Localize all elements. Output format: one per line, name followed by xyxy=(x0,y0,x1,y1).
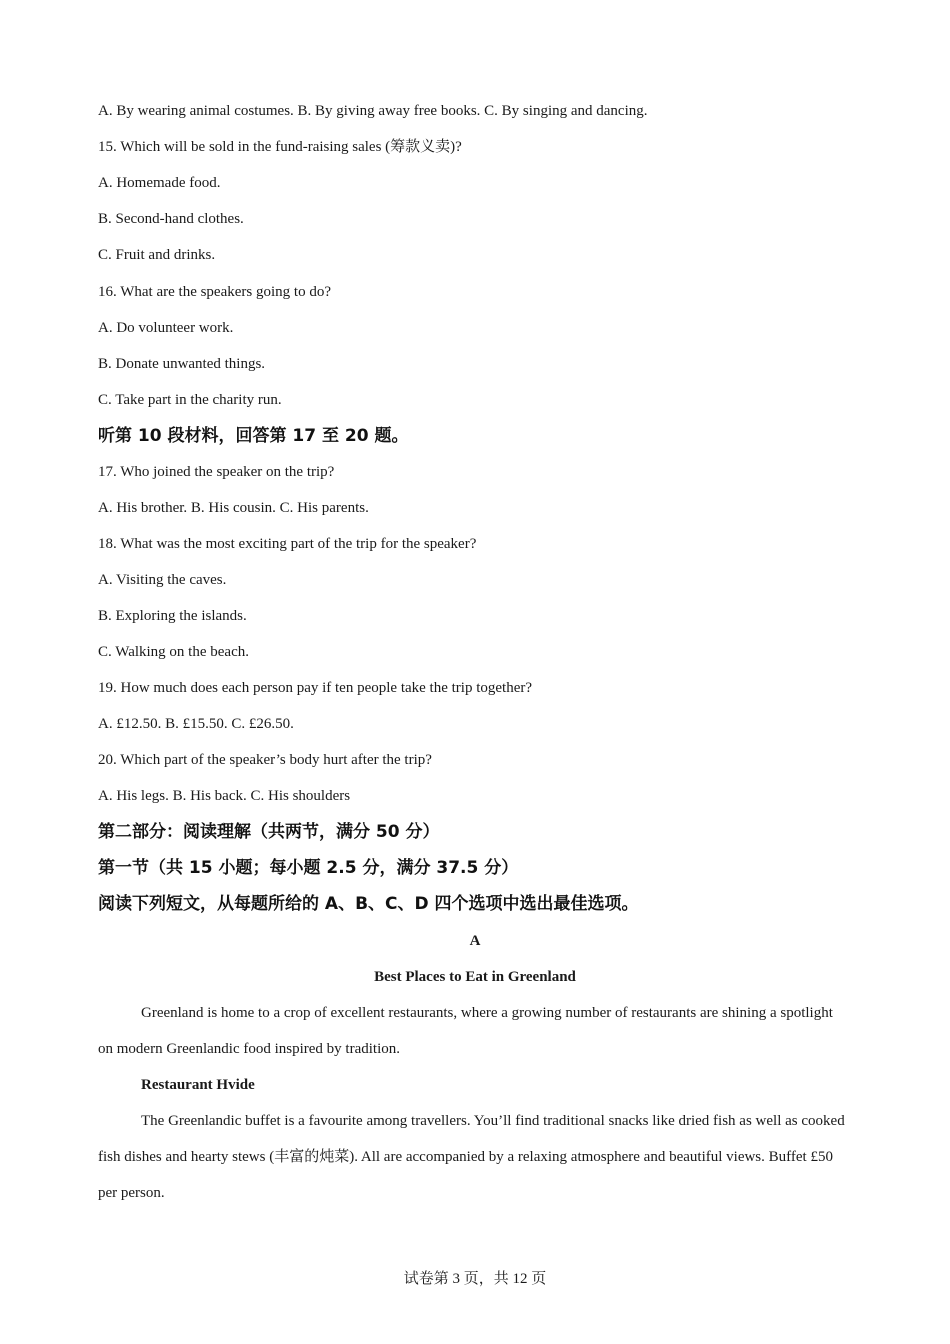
options-17: A. His brother. B. His cousin. C. His parents. xyxy=(98,500,369,516)
option-18b: B. Exploring the islands. xyxy=(98,608,247,624)
option-15b: B. Second-hand clothes. xyxy=(98,211,244,227)
question-19: 19. How much does each person pay if ten people take the trip together? xyxy=(98,680,533,696)
option-16a: A. Do volunteer work. xyxy=(98,320,234,336)
question-15: 15. Which will be sold in the fund-raising sales (筹款义卖)? xyxy=(98,139,462,155)
options-19: A. £12.50. B. £15.50. C. £26.50. xyxy=(98,716,294,732)
answer-options-q14: A. By wearing animal costumes. B. By giving away free books. C. By singing and dancing. xyxy=(98,103,648,119)
passage-letter: A xyxy=(469,933,481,949)
page-footer: 试卷第 3 页，共 12 页 xyxy=(403,1271,547,1287)
option-15c: C. Fruit and drinks. xyxy=(98,247,216,263)
option-18c: C. Walking on the beach. xyxy=(98,644,249,660)
restaurant-paragraph-text: The Greenlandic buffet is a favourite among travellers. You’ll find traditional snacks like dried fish as well as cooked fish dishes and hearty stews (丰富的炖菜). All are accompanied by a relaxing atmosphere and beautiful views. Buffet £50 per person. xyxy=(98,1113,845,1201)
section-10-heading: 听第 10 段材料，回答第 17 至 20 题。 xyxy=(98,426,409,446)
option-16c: C. Take part in the charity run. xyxy=(98,392,282,408)
passage-title: Best Places to Eat in Greenland xyxy=(374,969,576,985)
option-16b: B. Donate unwanted things. xyxy=(98,356,266,372)
question-16: 16. What are the speakers going to do? xyxy=(98,284,331,300)
section-one-heading: 第一节（共 15 小题；每小题 2.5 分，满分 37.5 分） xyxy=(98,858,519,878)
question-17: 17. Who joined the speaker on the trip? xyxy=(98,464,335,480)
instruction: 阅读下列短文，从每题所给的 A、B、C、D 四个选项中选出最佳选项。 xyxy=(98,894,639,914)
option-18a: A. Visiting the caves. xyxy=(98,572,227,588)
question-18: 18. What was the most exciting part of the trip for the speaker? xyxy=(98,536,477,552)
intro-paragraph xyxy=(98,995,846,1067)
restaurant-name: Restaurant Hvide xyxy=(141,1077,255,1093)
restaurant-paragraph xyxy=(98,1103,846,1211)
option-15a: A. Homemade food. xyxy=(98,175,221,191)
part-two-heading: 第二部分：阅读理解（共两节，满分 50 分） xyxy=(98,822,440,842)
intro-paragraph-text: Greenland is home to a crop of excellent restaurants, where a growing number of restaurants are shining a spotlight on modern Greenlandic food inspired by tradition. xyxy=(98,1005,833,1057)
options-20: A. His legs. B. His back. C. His shoulders xyxy=(98,788,351,804)
question-20: 20. Which part of the speaker’s body hurt after the trip? xyxy=(98,752,432,768)
